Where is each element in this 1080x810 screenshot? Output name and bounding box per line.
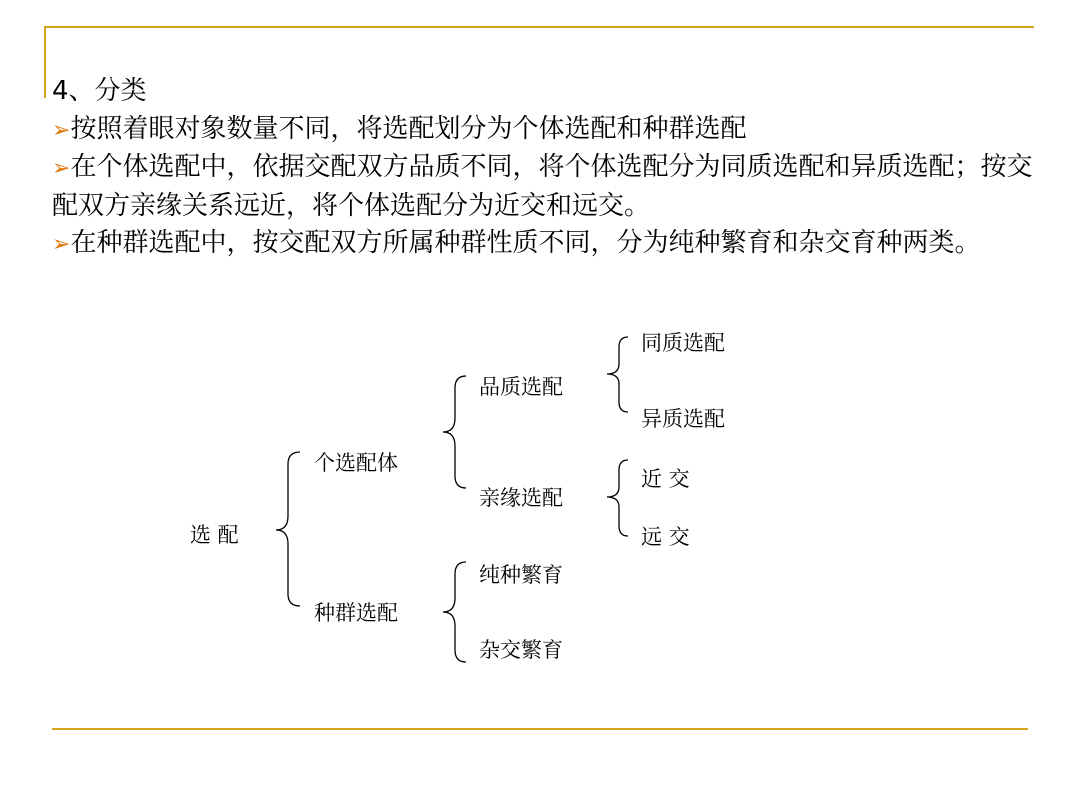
node-diff-quality: 异质选配 [641,407,725,431]
bullet-text-3: 在种群选配中，按交配双方所属种群性质不同，分为纯种繁育和杂交育种两类。 [70,228,981,258]
node-individual: 个选配体 [314,451,398,475]
node-quality: 品质选配 [479,375,563,399]
arrow-bullet-icon: ➢ [52,156,71,181]
node-crossbred: 杂交繁育 [479,638,563,662]
brace-root [276,452,300,606]
bottom-divider [52,728,1028,730]
arrow-bullet-icon: ➢ [52,117,71,143]
node-purebred: 纯种繁育 [479,563,563,587]
brace-quality [607,337,628,412]
bullet-text-1: 按照着眼对象数量不同，将选配划分为个体选配和种群选配 [70,113,747,144]
tree-root: 选 配 [190,523,239,547]
node-outbreeding: 远 交 [641,525,690,549]
brace-individual [443,376,466,488]
node-kinship: 亲缘选配 [479,486,563,510]
slide-heading: 4、分类 [52,76,147,106]
brace-population [443,562,466,662]
brace-kinship [607,460,628,536]
bullet-text-2: 在个体选配中，依据交配双方品质不同，将个体选配分为同质选配和异质选配；按交配双方亲缘关系远近，将个体选配分为近交和远交。 [52,152,1033,221]
node-population: 种群选配 [314,601,398,625]
node-same-quality: 同质选配 [641,331,725,355]
arrow-bullet-icon: ➢ [52,232,71,257]
node-inbreeding: 近 交 [641,467,690,491]
